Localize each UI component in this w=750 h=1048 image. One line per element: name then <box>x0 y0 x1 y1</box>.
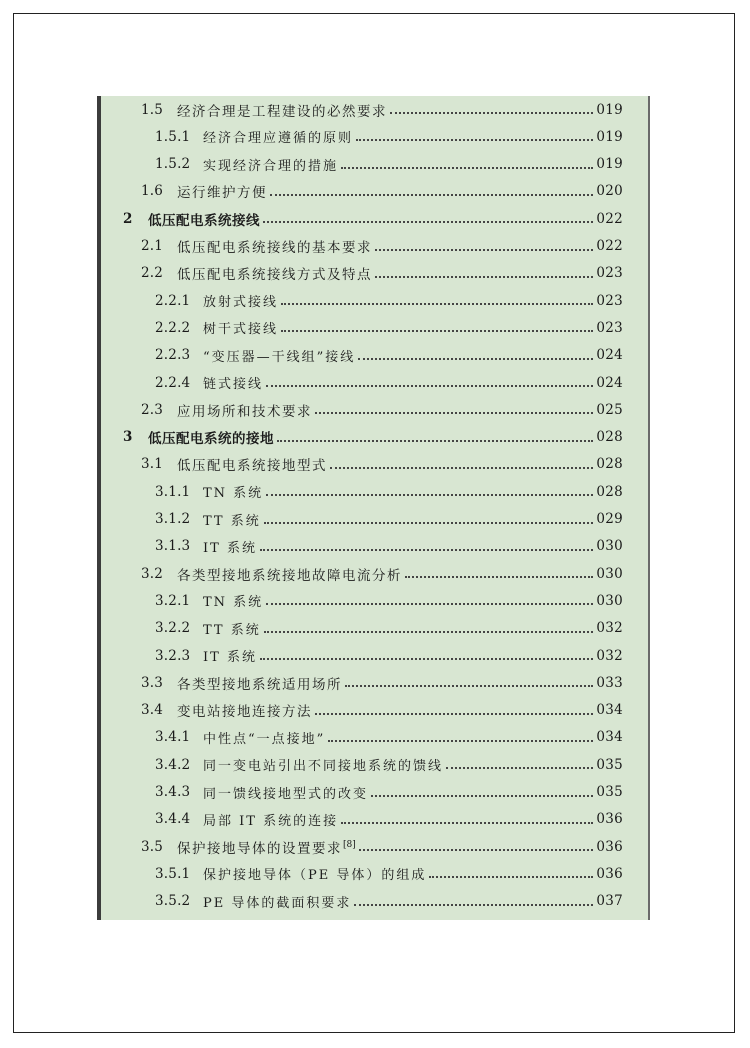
toc-entry-page: 035 <box>596 756 623 773</box>
toc-entry-page: 037 <box>596 893 623 910</box>
dot-leader <box>277 439 593 442</box>
toc-entry-title <box>177 400 312 420</box>
toc-entry-number: 2.2.3 <box>155 347 191 364</box>
toc-entry-title-text: TT 系统 <box>203 513 261 529</box>
toc-entry-title-text: 经济合理是工程建设的必然要求 <box>177 103 387 120</box>
toc-entry[interactable] <box>101 560 648 587</box>
dot-leader <box>315 712 593 715</box>
toc-entry-page: 023 <box>596 265 623 282</box>
dot-leader <box>263 220 593 223</box>
toc-entry-title-text: 局部 IT 系统的连接 <box>203 813 339 829</box>
toc-entry-number: 1.6 <box>141 183 164 200</box>
toc-entry-number: 3.1.3 <box>155 538 191 555</box>
toc-entry-number: 2.1 <box>141 238 164 254</box>
toc-entry[interactable] <box>101 779 648 806</box>
toc-entry-number: 2.2.2 <box>155 319 191 336</box>
toc-entry-page: 019 <box>596 101 623 118</box>
toc-entry-page: 023 <box>596 292 623 309</box>
toc-entry[interactable] <box>101 478 648 505</box>
toc-entry-number: 3.4.3 <box>155 784 191 800</box>
toc-entry[interactable] <box>101 533 648 560</box>
toc-entry-title <box>203 291 278 310</box>
toc-entry-title <box>203 591 263 610</box>
toc-entry-title <box>148 427 274 447</box>
toc-entry-number: 3.5 <box>141 838 164 855</box>
toc-entry-number: 3.2.1 <box>155 592 191 609</box>
toc-entry-page: 032 <box>596 620 623 637</box>
toc-entry-number: 3.1 <box>141 456 164 473</box>
toc-entry-page: 036 <box>596 811 623 828</box>
toc-entry[interactable] <box>101 260 648 287</box>
dot-leader <box>330 466 593 469</box>
dot-leader <box>358 357 593 360</box>
toc-entry[interactable] <box>101 314 648 341</box>
toc-entry-title-text: 低压配电系统接线 <box>148 212 260 229</box>
toc-entry-title-text: 低压配电系统接地型式 <box>177 458 327 475</box>
table-of-contents <box>97 96 650 920</box>
toc-entry[interactable] <box>101 178 648 205</box>
toc-entry-title-text: TN 系统 <box>203 595 264 611</box>
toc-entry-page: 034 <box>596 729 623 746</box>
toc-entry[interactable] <box>101 833 648 860</box>
citation-reference: [8] <box>343 840 356 851</box>
toc-entry-title-text: 链式接线 <box>203 377 264 392</box>
dot-leader <box>341 166 593 169</box>
toc-entry[interactable] <box>101 642 648 669</box>
toc-entry-title-text: 实现经济合理的措施 <box>203 158 339 174</box>
toc-entry-title-text: 低压配电系统接线的基本要求 <box>177 240 372 256</box>
toc-entry-title-text: 保护接地导体（PE 导体）的组成 <box>203 868 427 884</box>
toc-entry-title-text: TT 系统 <box>203 622 261 638</box>
toc-entry-title <box>203 810 338 829</box>
toc-entry-title <box>177 564 402 584</box>
toc-entry-page: 030 <box>596 592 623 609</box>
toc-entry-number: 3.3 <box>141 674 164 691</box>
toc-entry-title-text: 运行维护方便 <box>177 185 267 202</box>
dot-leader <box>345 684 593 687</box>
toc-entry-title <box>177 700 312 720</box>
toc-entry-title-text: 低压配电系统的接地 <box>148 431 274 448</box>
dot-leader <box>356 138 593 141</box>
toc-entry-title-text: 放射式接线 <box>203 295 279 311</box>
toc-entry[interactable] <box>101 123 648 150</box>
toc-entry-title <box>203 892 351 911</box>
toc-entry-title <box>177 454 327 474</box>
toc-entry[interactable] <box>101 724 648 751</box>
toc-entry-number: 2.3 <box>141 401 164 418</box>
toc-entry-number: 3.1.1 <box>155 483 191 500</box>
toc-entry-page: 036 <box>596 865 623 882</box>
dot-leader <box>260 657 593 660</box>
dot-leader <box>260 548 593 551</box>
toc-entry[interactable] <box>101 151 648 178</box>
toc-entry-title-text: TN 系统 <box>203 486 264 502</box>
toc-entry-title <box>203 755 443 774</box>
toc-entry[interactable] <box>101 860 648 887</box>
toc-entry-page: 036 <box>596 838 623 855</box>
toc-entry-title-text: 各类型接地系统适用场所 <box>177 676 342 693</box>
dot-leader <box>270 193 593 196</box>
toc-entry-title <box>203 155 338 174</box>
toc-entry-title-text: 保护接地导体的设置要求 <box>177 840 342 857</box>
toc-entry-page: 029 <box>596 511 623 527</box>
toc-entry-number: 3.2 <box>141 565 164 582</box>
toc-entry-number: 3.1.2 <box>155 511 191 527</box>
dot-leader <box>281 329 593 332</box>
toc-entry[interactable] <box>101 205 648 232</box>
toc-entry-title-text: PE 导体的截面积要求 <box>203 895 352 911</box>
toc-entry-page: 028 <box>596 483 623 500</box>
toc-entry[interactable] <box>101 506 648 533</box>
dot-leader <box>266 602 593 605</box>
toc-entry-title <box>203 510 261 529</box>
toc-entry-title-text: 同一变电站引出不同接地系统的馈线 <box>203 759 444 775</box>
dot-leader <box>359 848 594 851</box>
dot-leader <box>446 766 593 769</box>
toc-entry-number: 3.5.2 <box>155 893 191 910</box>
toc-entry[interactable] <box>101 369 648 396</box>
toc-entry-title-text: 经济合理应遵循的原则 <box>203 131 354 147</box>
toc-entry-title <box>203 728 325 747</box>
dot-leader <box>371 794 593 797</box>
toc-entry[interactable] <box>101 751 648 778</box>
toc-entry-number: 3.2.2 <box>155 620 191 637</box>
toc-entry-number: 3.4.4 <box>155 811 191 828</box>
toc-entry-title <box>203 783 368 802</box>
toc-entry-title <box>177 100 387 120</box>
toc-entry-page: 024 <box>596 374 623 391</box>
toc-entry-page: 034 <box>596 702 623 719</box>
toc-entry-title <box>177 236 372 256</box>
dot-leader <box>341 821 593 824</box>
toc-entry-title-text: 中性点“一点接地” <box>203 731 326 747</box>
toc-entry[interactable] <box>101 806 648 833</box>
toc-entry[interactable] <box>101 233 648 260</box>
toc-entry-title-text: IT 系统 <box>203 540 257 556</box>
toc-entry-page: 030 <box>596 565 623 582</box>
dot-leader <box>266 384 593 387</box>
toc-entry-title <box>177 263 372 283</box>
toc-entry-number: 1.5.2 <box>155 156 191 173</box>
dot-leader <box>354 903 593 906</box>
toc-entry-title-text: 树干式接线 <box>203 322 279 338</box>
toc-entry-page: 033 <box>596 674 623 691</box>
dot-leader <box>281 302 593 305</box>
toc-entry-title-text: 变电站接地连接方法 <box>177 704 312 721</box>
toc-entry[interactable] <box>101 451 648 478</box>
toc-entry-page: 024 <box>596 347 623 364</box>
toc-entry-title <box>203 619 261 638</box>
toc-entry-number: 3.4.1 <box>155 729 191 746</box>
toc-entry-page: 032 <box>596 647 623 664</box>
toc-entry-title <box>177 673 342 693</box>
toc-entry-page: 020 <box>596 183 623 200</box>
toc-entry[interactable] <box>101 287 648 314</box>
toc-entry[interactable] <box>101 587 648 614</box>
dot-leader <box>264 521 594 524</box>
toc-entry-title-text: 低压配电系统接线方式及特点 <box>177 267 372 284</box>
toc-entry-number: 3.5.1 <box>155 865 191 882</box>
toc-entry-page: 025 <box>596 401 623 418</box>
dot-leader <box>264 630 594 633</box>
toc-entry-number: 3.4.2 <box>155 756 191 773</box>
toc-entry-page: 019 <box>596 128 623 145</box>
toc-entry-page: 028 <box>596 429 623 446</box>
toc-entry-title <box>203 318 278 337</box>
toc-entry-page: 023 <box>596 319 623 336</box>
dot-leader <box>375 248 593 251</box>
toc-entry-title-text: 同一馈线接地型式的改变 <box>203 786 369 802</box>
toc-entry-title <box>177 181 267 201</box>
toc-entry-title-text: “变压器—干线组”接线 <box>203 349 356 365</box>
toc-entry-title <box>148 209 260 229</box>
toc-entry-page: 028 <box>596 456 623 473</box>
toc-entry-title <box>203 373 263 392</box>
toc-entry-number: 2.2.4 <box>155 374 191 391</box>
toc-entry-title-text: 各类型接地系统接地故障电流分析 <box>177 567 402 584</box>
toc-entry-title-text: 应用场所和技术要求 <box>177 403 312 420</box>
toc-entry-number: 2.2 <box>141 265 164 282</box>
toc-entry-number: 3.4 <box>141 702 164 719</box>
toc-entry-title <box>203 646 257 665</box>
toc-entry-title <box>203 537 257 556</box>
dot-leader <box>405 575 593 578</box>
dot-leader <box>328 739 593 742</box>
toc-entry-title <box>203 864 426 883</box>
toc-entry-title-text: IT 系统 <box>203 650 257 665</box>
toc-entry-page: 019 <box>596 156 623 173</box>
toc-entry[interactable] <box>101 615 648 642</box>
toc-entry-page: 022 <box>596 210 623 227</box>
dot-leader <box>390 111 593 114</box>
toc-entry-number: 2.2.1 <box>155 292 191 309</box>
dot-leader <box>429 875 593 878</box>
dot-leader <box>266 493 593 496</box>
toc-entry[interactable] <box>101 96 648 123</box>
toc-entry[interactable] <box>101 424 648 451</box>
toc-entry[interactable] <box>101 697 648 724</box>
toc-entry-number: 1.5.1 <box>155 128 191 145</box>
toc-entry-number: 2 <box>123 210 133 227</box>
toc-entry-title <box>177 837 356 857</box>
toc-entry-number: 1.5 <box>141 101 164 118</box>
toc-entry-page: 022 <box>596 238 623 254</box>
toc-entry[interactable] <box>101 669 648 696</box>
toc-entry-title <box>203 482 263 501</box>
dot-leader <box>315 411 593 414</box>
toc-entry[interactable] <box>101 396 648 423</box>
toc-entry[interactable] <box>101 888 648 915</box>
toc-entry[interactable] <box>101 342 648 369</box>
toc-entry-number: 3 <box>123 429 133 446</box>
toc-entry-title <box>203 346 355 365</box>
toc-entry-number: 3.2.3 <box>155 647 191 664</box>
toc-entry-page: 035 <box>596 784 623 800</box>
toc-entry-title <box>203 127 353 146</box>
dot-leader <box>375 275 593 278</box>
toc-entry-page: 030 <box>596 538 623 555</box>
